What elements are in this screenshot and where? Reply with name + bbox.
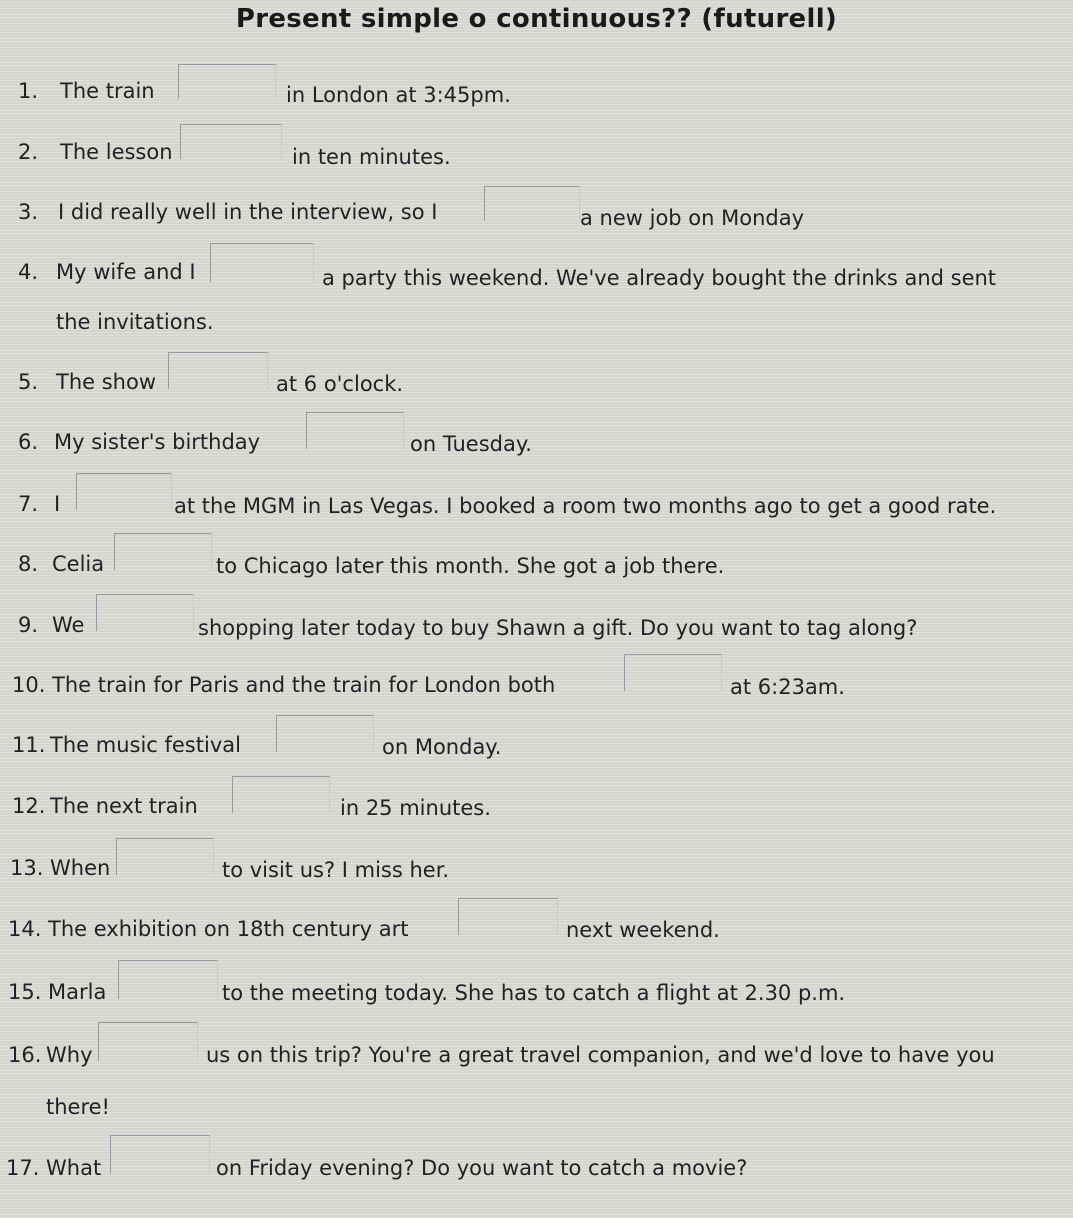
- item-4-text-after: a party this weekend. We've already bought the drinks and sent: [322, 266, 997, 290]
- item-7-text-after: at the MGM in Las Vegas. I booked a room two months ago to get a good rate.: [174, 494, 997, 518]
- item-8-text-before: Celia: [52, 552, 105, 576]
- item-3-answer-box[interactable]: [484, 186, 580, 221]
- item-1-text-after: in London at 3:45pm.: [286, 83, 511, 107]
- item-16-text-before: Why: [46, 1043, 93, 1067]
- item-1-number: 1.: [18, 79, 39, 103]
- item-6-text-before: My sister's birthday: [54, 430, 261, 454]
- item-5-answer-box[interactable]: [168, 352, 268, 389]
- item-17-text-after: on Friday evening? Do you want to catch a movie?: [216, 1156, 748, 1180]
- item-4-continuation: the invitations.: [56, 310, 214, 334]
- item-10-answer-box[interactable]: [624, 654, 722, 691]
- item-7-answer-box[interactable]: [76, 473, 172, 510]
- item-2-text-after: in ten minutes.: [292, 145, 451, 169]
- item-17-answer-box[interactable]: [110, 1135, 210, 1174]
- item-7-number: 7.: [18, 492, 39, 516]
- item-1-answer-box[interactable]: [178, 64, 276, 99]
- item-5-number: 5.: [18, 370, 39, 394]
- item-1-text-before: The train: [60, 79, 155, 103]
- item-8-text-after: to Chicago later this month. She got a job there.: [216, 554, 725, 578]
- item-11-text-before: The music festival: [50, 733, 241, 757]
- item-3-number: 3.: [18, 200, 39, 224]
- item-16-continuation: there!: [46, 1095, 110, 1119]
- item-11-number: 11.: [12, 733, 46, 757]
- item-14-text-before: The exhibition on 18th century art: [48, 917, 409, 941]
- item-14-number: 14.: [8, 917, 42, 941]
- item-13-text-before: When: [50, 856, 111, 880]
- item-2-number: 2.: [18, 140, 39, 164]
- item-12-number: 12.: [12, 794, 46, 818]
- item-14-answer-box[interactable]: [458, 898, 558, 935]
- item-12-answer-box[interactable]: [232, 776, 330, 813]
- item-13-number: 13.: [10, 856, 44, 880]
- item-6-text-after: on Tuesday.: [410, 432, 532, 456]
- item-16-answer-box[interactable]: [98, 1022, 198, 1061]
- item-9-answer-box[interactable]: [96, 594, 194, 631]
- item-15-number: 15.: [8, 980, 42, 1004]
- item-3-text-after: a new job on Monday: [580, 206, 805, 230]
- item-9-number: 9.: [18, 613, 39, 637]
- item-17-number: 17.: [6, 1156, 40, 1180]
- item-7-text-before: I: [54, 492, 61, 516]
- item-6-answer-box[interactable]: [306, 412, 404, 449]
- item-17-text-before: What: [46, 1156, 102, 1180]
- item-12-text-before: The next train: [50, 794, 198, 818]
- item-4-answer-box[interactable]: [210, 243, 314, 282]
- item-8-number: 8.: [18, 552, 39, 576]
- item-9-text-after: shopping later today to buy Shawn a gift. Do you want to tag along?: [198, 616, 918, 640]
- item-10-number: 10.: [12, 673, 46, 697]
- item-5-text-before: The show: [56, 370, 157, 394]
- item-9-text-before: We: [52, 613, 85, 637]
- item-4-text-before: My wife and I: [56, 260, 196, 284]
- item-11-answer-box[interactable]: [276, 715, 374, 752]
- item-15-text-before: Marla: [48, 980, 107, 1004]
- item-14-text-after: next weekend.: [566, 918, 720, 942]
- item-11-text-after: on Monday.: [382, 735, 502, 759]
- item-8-answer-box[interactable]: [114, 533, 212, 570]
- item-13-text-after: to visit us? I miss her.: [222, 858, 450, 882]
- item-15-answer-box[interactable]: [118, 960, 218, 999]
- item-3-text-before: I did really well in the interview, so I: [58, 200, 438, 224]
- item-16-text-after: us on this trip? You're a great travel companion, and we'd love to have you: [206, 1043, 995, 1067]
- item-2-answer-box[interactable]: [180, 124, 282, 159]
- item-15-text-after: to the meeting today. She has to catch a flight at 2.30 p.m.: [222, 981, 846, 1005]
- item-12-text-after: in 25 minutes.: [340, 796, 491, 820]
- worksheet-title: Present simple o continuous?? (futurell): [235, 4, 838, 34]
- item-16-number: 16.: [8, 1043, 42, 1067]
- item-10-text-after: at 6:23am.: [730, 675, 845, 699]
- item-2-text-before: The lesson: [60, 140, 173, 164]
- item-10-text-before: The train for Paris and the train for London both: [52, 673, 556, 697]
- item-4-number: 4.: [18, 260, 39, 284]
- item-13-answer-box[interactable]: [116, 838, 214, 875]
- item-5-text-after: at 6 o'clock.: [276, 372, 404, 396]
- item-6-number: 6.: [18, 430, 39, 454]
